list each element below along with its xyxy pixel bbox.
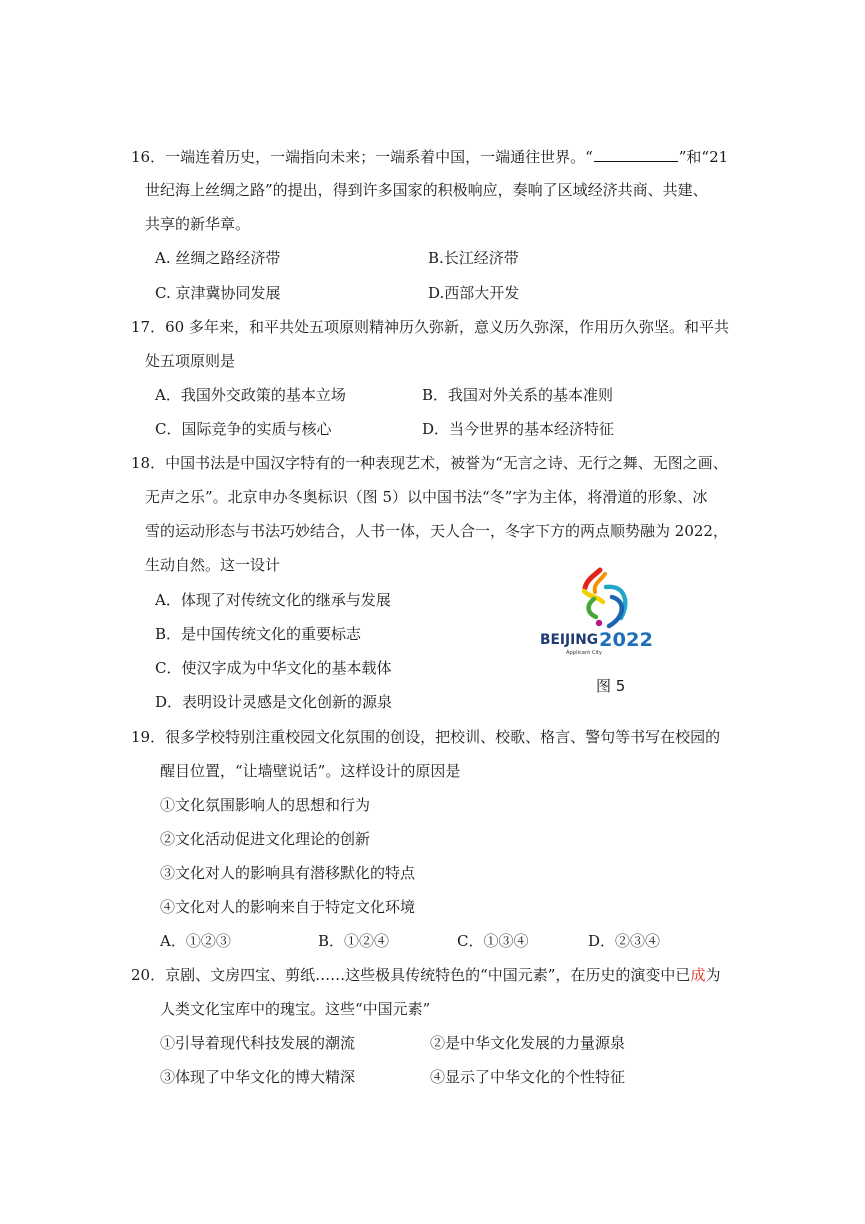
q17-option-a: A．我国外交政策的基本立场 (155, 386, 346, 404)
q17-option-b: B．我国对外关系的基本准则 (422, 386, 614, 404)
q17-stem-line-2: 处五项原则是 (145, 352, 236, 370)
q20-item-4: ④显示了中华文化的个性特征 (430, 1068, 626, 1086)
q19-item-2: ②文化活动促进文化理论的创新 (160, 830, 371, 848)
q18-stem-line-3: 雪的运动形态与书法巧妙结合，人书一体，天人合一，冬字下方的两点顺势融为 2022， (145, 522, 728, 540)
q16-option-b: B.长江经济带 (428, 249, 519, 267)
q19-item-3: ③文化对人的影响具有潜移默化的特点 (160, 864, 416, 882)
beijing-2022-logo (536, 566, 658, 658)
q19-option-d: D．②③④ (588, 932, 661, 950)
q20-item-2: ②是中华文化发展的力量源泉 (430, 1034, 626, 1052)
q16-fill-in-blank (594, 147, 678, 162)
q17-stem-line-1: 17．60 多年来，和平共处五项原则精神历久弥新，意义历久弥深，作用历久弥坚。和平共 (131, 318, 729, 336)
q18-option-d: D．表明设计灵感是文化创新的源泉 (155, 693, 393, 711)
logo-graphic (536, 566, 658, 658)
q16-stem-line-2: 世纪海上丝绸之路”的提出，得到许多国家的积极响应，奏响了区域经济共商、共建、 (145, 181, 708, 199)
q16-option-d: D.西部大开发 (428, 284, 520, 302)
q16-option-a: A. 丝绸之路经济带 (155, 249, 281, 267)
q18-option-c: C．使汉字成为中华文化的基本载体 (155, 659, 392, 677)
q19-item-1: ①文化氛围影响人的思想和行为 (160, 796, 371, 814)
q16-stem-line-1 (131, 147, 728, 167)
q20-stem-line-2: 人类文化宝库中的瑰宝。这些“中国元素” (160, 1000, 431, 1018)
q16-stem-text-after-blank: ”和“21 (678, 148, 729, 166)
logo-year: 2022 (599, 629, 653, 651)
logo-green-stroke (589, 599, 596, 617)
q19-option-c: C．①③④ (457, 932, 529, 950)
q19-stem-line-2: 醒目位置，“让墙壁说话”。这样设计的原因是 (160, 762, 461, 780)
logo-word: BEIJING (540, 632, 598, 648)
q19-stem-line-1: 19．很多学校特别注重校园文化氛围的创设，把校训、校歌、格言、警句等书写在校园的 (131, 728, 721, 746)
q16-option-c: C. 京津冀协同发展 (155, 284, 281, 302)
q16-stem-line-3: 共享的新华章。 (145, 215, 251, 233)
q20-item-3: ③体现了中华文化的博大精深 (160, 1068, 356, 1086)
q16-stem-text-before-blank: 16．一端连着历史，一端指向未来；一端系着中国，一端通往世界。“ (131, 148, 593, 166)
logo-subtitle: Applicant City (566, 650, 603, 656)
q20-highlighted-char: 成 (690, 966, 706, 984)
logo-magenta-dot (596, 620, 602, 626)
q19-option-b: B．①②④ (318, 932, 390, 950)
q18-stem-line-2: 无声之乐”。北京申办冬奥标识（图 5）以中国书法“冬”字为主体，将滑道的形象、冰 (145, 488, 708, 506)
logo-blue-stroke (609, 597, 622, 626)
q17-option-d: D．当今世界的基本经济特征 (422, 420, 615, 438)
q19-item-4: ④文化对人的影响来自于特定文化环境 (160, 898, 416, 916)
q17-option-c: C．国际竞争的实质与核心 (155, 420, 332, 438)
logo-orange-stroke (595, 574, 605, 592)
figure-5-caption: 图 5 (596, 677, 626, 695)
q20-stem-text-start: 20．京剧、文房四宝、剪纸……这些极具传统特色的“中国元素”，在历史的演变中已 (131, 966, 691, 984)
q18-option-a: A．体现了对传统文化的继承与发展 (155, 591, 391, 609)
q18-stem-line-4: 生动自然。这一设计 (145, 556, 281, 574)
q18-option-b: B．是中国传统文化的重要标志 (155, 625, 362, 643)
q18-stem-line-1: 18．中国书法是中国汉字特有的一种表现艺术，被誉为“无言之诗、无行之舞、无图之画、 (131, 454, 728, 472)
q20-item-1: ①引导着现代科技发展的潮流 (160, 1034, 356, 1052)
q19-option-a: A．①②③ (160, 932, 231, 950)
q20-stem-line-1 (131, 965, 720, 985)
q20-stem-text-end: 为 (705, 966, 721, 984)
